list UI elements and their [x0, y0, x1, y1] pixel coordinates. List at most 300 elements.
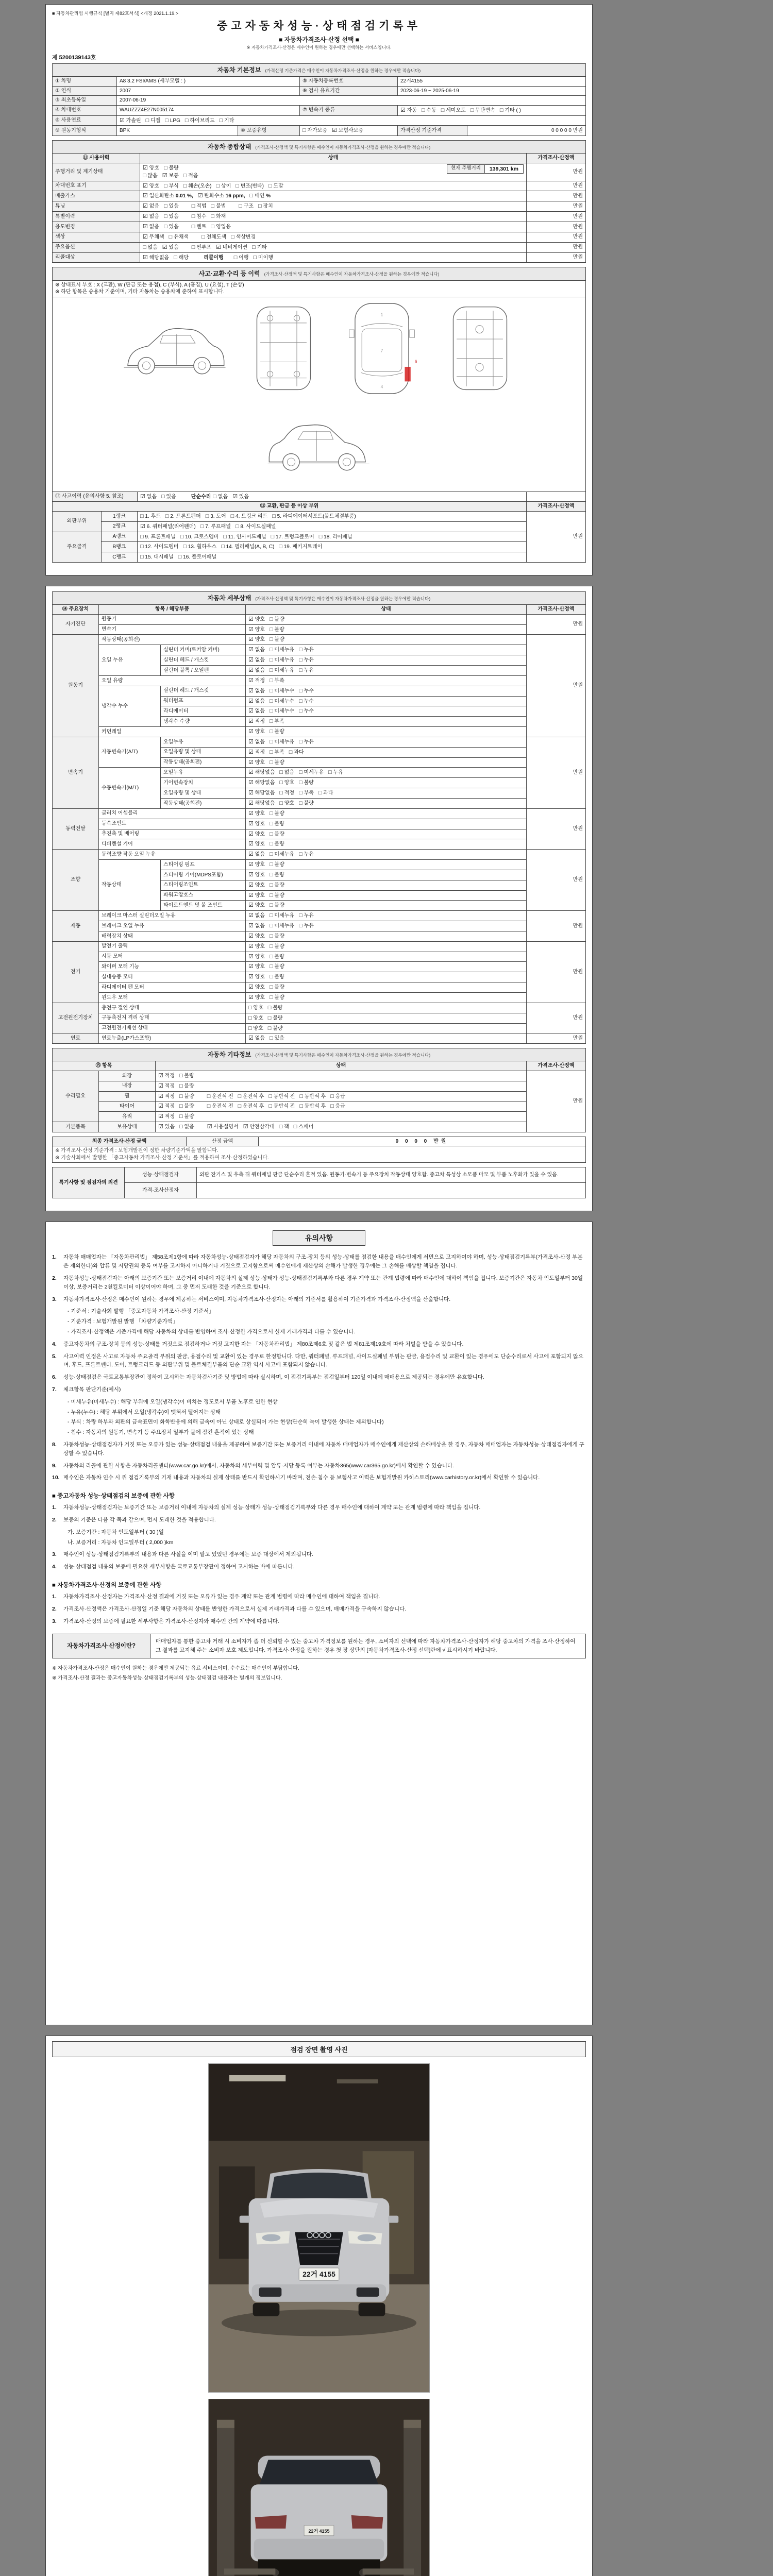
row-label: 주요옵션	[53, 242, 140, 252]
checkbox-option[interactable]: ☑ 양호	[248, 963, 265, 970]
checkbox-option[interactable]: □ 불량	[179, 1093, 194, 1099]
checkbox-option[interactable]: □ 미세누유	[299, 769, 324, 776]
checkbox-option[interactable]: □ 4. 트렁크 리드	[230, 513, 268, 519]
checkbox-option[interactable]: □ 누유	[328, 769, 343, 776]
checkbox-option[interactable]: □ 디젤	[145, 117, 161, 124]
checkbox-option[interactable]: ☑ 양호	[143, 182, 159, 189]
checkbox-option[interactable]: □ 불량	[269, 984, 284, 991]
item-label: 냉각수 누수	[99, 686, 161, 726]
checkbox-option[interactable]: ☑ 양호	[248, 882, 265, 888]
checkbox-unchecked-icon: □	[267, 1014, 272, 1021]
misc-row	[53, 1071, 586, 1081]
checkbox-unchecked-icon: □	[140, 513, 144, 519]
item-label: 시동 모터	[99, 952, 246, 962]
checkbox-option[interactable]: □ 누유	[299, 923, 314, 929]
checkbox-unchecked-icon: □	[165, 513, 169, 519]
checkbox-option[interactable]: ☑ 없음	[248, 687, 265, 694]
checkbox-option[interactable]: □ 불량	[267, 1014, 283, 1021]
checkbox-option[interactable]: ☑ 있음	[158, 1124, 175, 1130]
checkbox-option[interactable]: □ 미세누유	[269, 912, 295, 919]
subitem-label: 실린더 블록 / 오일팬	[161, 666, 246, 676]
checkbox-unchecked-icon: □	[269, 759, 273, 766]
row-status	[246, 614, 527, 624]
checkbox-option[interactable]: □ 불량	[269, 810, 284, 817]
checkbox-option[interactable]: □ 유채색	[169, 233, 189, 240]
checkbox-unchecked-icon: □	[269, 677, 273, 684]
checkbox-option[interactable]: ☑ 양호	[248, 892, 265, 899]
checkbox-option[interactable]: □ 훼손(오손)	[183, 182, 212, 189]
parts-header-row	[53, 502, 586, 512]
checkbox-option[interactable]: □ 해당	[174, 254, 189, 261]
checkbox-option[interactable]: □ 미이행	[253, 254, 273, 261]
checkbox-option[interactable]: □ 누수	[299, 698, 314, 704]
checkbox-option[interactable]: ☑ 양호	[248, 728, 265, 735]
checkbox-option[interactable]: ☑ 안전삼각대	[243, 1124, 275, 1130]
checkbox-option[interactable]: □ 미세누유	[269, 647, 295, 653]
detail-header-status: 상태	[246, 605, 527, 615]
checkbox-option[interactable]: □ 미세누수	[269, 698, 295, 704]
checkbox-option[interactable]: ☑ 없음	[248, 851, 265, 858]
notice-item	[52, 1440, 586, 1458]
price-cell: 만원	[526, 1071, 585, 1132]
overall-condition-table	[52, 140, 586, 263]
checkbox-unchecked-icon: □	[211, 213, 215, 220]
checkbox-option[interactable]: ☑ 해당없음	[248, 779, 275, 786]
item-label: 브레이크 오일 누유	[99, 921, 246, 931]
row-status	[246, 829, 527, 839]
detail-row	[53, 737, 586, 747]
checkbox-option[interactable]: □ 동반석 전	[268, 1103, 295, 1110]
condition-row	[53, 163, 586, 181]
history-section-title: 사고·교환·수리 등 이력 (가격조사·산정액 및 특기사항은 매수인이 자동차가격조사·산정을 원하는 경우에만 적습니다)	[53, 267, 586, 280]
checkbox-option[interactable]: □ 없음	[279, 769, 295, 776]
checkbox-option[interactable]: ☑ 적정	[158, 1093, 175, 1099]
checkbox-option[interactable]: □ 불법	[211, 203, 226, 210]
checkbox-option[interactable]: □ 미세누수	[269, 708, 295, 715]
checkbox-option[interactable]: ☑ 해당없음	[248, 769, 275, 776]
checkbox-option[interactable]: ☑ 없음	[248, 667, 265, 673]
checkbox-option[interactable]: □ 과다	[318, 790, 333, 796]
checkbox-option[interactable]: ☑ 양호	[248, 841, 265, 848]
checkbox-option[interactable]: □ 불량	[269, 994, 284, 1001]
checkbox-option[interactable]: □ 불량	[299, 800, 314, 806]
checkbox-option[interactable]: □ 누수	[299, 687, 314, 694]
checkbox-option[interactable]: □ 7. 루프패널	[200, 523, 231, 530]
final-price-note-2: ※ 기술사회에서 발행한 「중고자동차 가격조사·산정 기준서」를 적용하여 조사·산정하였습니다.	[55, 1155, 269, 1161]
checkbox-option[interactable]: ☑ 자동	[400, 107, 417, 113]
checkbox-option[interactable]: ☑ 양호	[248, 994, 265, 1001]
checkbox-option[interactable]: □ 있음	[163, 223, 179, 230]
checkbox-option[interactable]: ☑ 없음	[248, 698, 265, 704]
price-cell: 만원	[526, 163, 585, 181]
status-line	[143, 213, 524, 221]
checkbox-option[interactable]: □ 기타 ( )	[499, 107, 521, 113]
checkbox-option[interactable]: ☑ 양호	[248, 933, 265, 939]
checkbox-option[interactable]: □ 미세누유	[269, 657, 295, 664]
checkbox-option[interactable]: □ 누유	[299, 912, 314, 919]
checkbox-option[interactable]: □ 불량	[269, 933, 284, 939]
checkbox-option[interactable]: ☑ 없음	[140, 493, 157, 500]
checkbox-option[interactable]: □ 운전석 전	[207, 1103, 233, 1110]
checkbox-option[interactable]: □ 과다	[289, 749, 304, 755]
checkbox-checked-icon: ☑	[248, 718, 254, 725]
row-status	[246, 921, 527, 931]
checkbox-option[interactable]: □ 불량	[269, 902, 284, 909]
checkbox-option[interactable]: ☑ 없음	[143, 223, 159, 230]
checkbox-option[interactable]: □ 운전석 후	[238, 1093, 264, 1099]
checkbox-unchecked-icon: □	[180, 533, 184, 540]
fuel-label: ⑧ 사용연료	[53, 115, 117, 126]
checkbox-option[interactable]: ☑ 보통	[162, 172, 179, 179]
checkbox-unchecked-icon: □	[178, 554, 182, 561]
checkbox-option[interactable]: ☑ 없음	[143, 203, 159, 210]
checkbox-option[interactable]: □ 기타	[219, 117, 234, 124]
checkbox-option[interactable]: □ 불량	[267, 1004, 283, 1011]
checkbox-option[interactable]: □ 8. 사이드실패널	[235, 523, 276, 530]
checkbox-option[interactable]: ☑ 양호	[248, 943, 265, 950]
checkbox-checked-icon: ☑	[248, 933, 254, 939]
row-status	[246, 952, 527, 962]
option-group	[303, 127, 368, 134]
checkbox-unchecked-icon: □	[269, 963, 273, 970]
checkbox-option[interactable]: ☑ 6. 쿼터패널(리어펜더)	[140, 523, 196, 530]
checkbox-option[interactable]: ☑ 없음	[143, 213, 159, 220]
row-status	[246, 850, 527, 860]
checkbox-option[interactable]: □ 불량	[269, 882, 284, 888]
checkbox-option[interactable]: □ 화재	[211, 213, 226, 220]
checkbox-option[interactable]: □ 적정	[279, 790, 295, 796]
checkbox-option[interactable]: □ 누유	[299, 667, 314, 673]
checkbox-option[interactable]: □ 렌트	[191, 223, 207, 230]
checkbox-checked-icon: ☑	[248, 1035, 254, 1042]
checkbox-option[interactable]: ☑ 탄화수소 16 ppm,	[197, 193, 245, 199]
checkbox-option[interactable]: ☑ 해당없음	[143, 254, 170, 261]
checkbox-checked-icon: ☑	[248, 616, 254, 622]
checkbox-option[interactable]: □ 미세누유	[269, 738, 295, 745]
checkbox-option[interactable]: □ 누유	[299, 657, 314, 664]
row-label: 특별이력	[53, 212, 140, 222]
checkbox-option[interactable]: □ 1. 후드	[140, 513, 161, 519]
checkbox-option[interactable]: □ 응급	[330, 1093, 345, 1099]
checkbox-option[interactable]: □ 동반석 전	[268, 1093, 295, 1099]
detail-section-note: (가격조사·산정액 및 특기사항은 매수인이 자동차가격조사·산정을 원하는 경우에만 적습니다)	[255, 596, 431, 602]
checkbox-option[interactable]: □ 색상변경	[231, 233, 256, 240]
checkbox-option[interactable]: ☑ 양호	[143, 164, 159, 171]
row-label: 용도변경	[53, 222, 140, 232]
checkbox-option[interactable]: □ 18. 리어패널	[318, 533, 352, 540]
checkbox-option[interactable]: □ 매연 %	[249, 193, 271, 199]
checkbox-option[interactable]: ☑ 적정	[158, 1082, 175, 1089]
checkbox-option[interactable]: □ 15. 대시패널	[140, 554, 174, 561]
checkbox-option[interactable]: □ 불량	[179, 1103, 194, 1110]
checkbox-option[interactable]: □ LPG	[165, 117, 180, 124]
checkbox-option[interactable]: □ 영업용	[211, 223, 231, 230]
item-label: 작동상태	[99, 860, 161, 911]
checkbox-option[interactable]: □ 5. 라디에이터서포트(볼트체결부품)	[272, 513, 356, 519]
checkbox-option[interactable]: □ 누유	[299, 851, 314, 858]
checkbox-option[interactable]: □ 11. 인사이드패널	[223, 533, 266, 540]
checkbox-option[interactable]: □ 불량	[269, 636, 284, 643]
checkbox-option[interactable]: ☑ 없음	[248, 923, 265, 929]
checkbox-option[interactable]: □ 없음	[143, 244, 158, 250]
measured-value: 0.01 %,	[174, 193, 193, 199]
overall-header-price: 가격조사·산정액	[526, 154, 585, 163]
option-group	[120, 117, 239, 125]
checkbox-option[interactable]: □ 기타	[252, 244, 267, 250]
item-label: 동력조향 작동 오일 누유	[99, 850, 246, 860]
checkbox-option[interactable]: □ 양호	[248, 1014, 263, 1021]
checkbox-option[interactable]: ☑ 일산화탄소 0.01 %,	[143, 193, 193, 199]
accident-status	[138, 492, 527, 502]
checkbox-unchecked-icon: □	[223, 533, 227, 540]
option-group	[248, 626, 289, 634]
checkbox-option[interactable]: □ 미세누수	[269, 687, 295, 694]
car-side-left-diagram	[118, 302, 230, 394]
checkbox-option[interactable]: ☑ 양호	[248, 626, 265, 633]
checkbox-option[interactable]: ☑ 없음	[248, 912, 265, 919]
checkbox-option[interactable]: □ 불량	[269, 963, 284, 970]
checkbox-option[interactable]: ☑ 양호	[248, 984, 265, 991]
checkbox-option[interactable]: □ 불량	[267, 1025, 283, 1031]
misc-row	[53, 1122, 586, 1132]
checkbox-option[interactable]: □ 부족	[269, 749, 284, 755]
checkbox-option[interactable]: □ 불량	[269, 820, 284, 827]
checkbox-option[interactable]: □ 불량	[269, 892, 284, 899]
checkbox-option[interactable]: □ 13. 휠하우스	[183, 544, 217, 550]
checkbox-option[interactable]: □ 양호	[248, 1004, 263, 1011]
checkbox-option[interactable]: □ 불량	[179, 1113, 194, 1120]
checkbox-option[interactable]: □ 양호	[279, 800, 295, 806]
checkbox-option[interactable]: □ 있음	[163, 203, 179, 210]
checkbox-option[interactable]: □ 누수	[299, 708, 314, 715]
notice-subtext: - 침수 : 자동차의 원동기, 변속기 등 주요장치 일부가 물에 잠긴 흔적이 있는 상태	[68, 1429, 254, 1436]
checkbox-option[interactable]: ☑ 무채색	[143, 233, 164, 240]
checkbox-option[interactable]: □ 2. 프론트펜더	[165, 513, 201, 519]
odometer-label: 현재 주행거리	[447, 165, 485, 173]
checkbox-option[interactable]: □ 적음	[183, 172, 198, 179]
checkbox-option[interactable]: ☑ 적정	[158, 1072, 175, 1079]
final-price-row	[53, 1137, 586, 1146]
checkbox-option[interactable]: □ 불량	[269, 728, 284, 735]
checkbox-option[interactable]: □ 하이브리드	[184, 117, 215, 124]
checkbox-unchecked-icon: □	[299, 698, 303, 704]
checkbox-option[interactable]: ☑ 없음	[248, 657, 265, 664]
checkbox-option[interactable]: ☑ 양호	[248, 616, 265, 622]
checkbox-unchecked-icon: □	[179, 1124, 183, 1130]
checkbox-option[interactable]: □ 상이	[216, 182, 231, 189]
checkbox-checked-icon: ☑	[248, 923, 254, 929]
opinion-row-inspector	[53, 1167, 586, 1183]
checkbox-option[interactable]: □ 미세누유	[269, 923, 295, 929]
checkbox-option[interactable]: □ 세미오토	[441, 107, 466, 113]
checkbox-option[interactable]: □ 이행	[233, 254, 249, 261]
checkbox-option[interactable]: ☑ 양호	[248, 636, 265, 643]
checkbox-option[interactable]: ☑ 있음	[162, 244, 179, 250]
checkbox-unchecked-icon: □	[258, 203, 262, 210]
detail-row	[53, 635, 586, 645]
checkbox-option[interactable]: □ 응급	[330, 1103, 345, 1110]
checkbox-option[interactable]: □ 자가보증	[303, 127, 328, 134]
checkbox-unchecked-icon: □	[299, 738, 303, 745]
checkbox-option[interactable]: □ 불량	[269, 841, 284, 848]
checkbox-checked-icon: ☑	[158, 1124, 163, 1130]
checkbox-option[interactable]: ☑ 양호	[248, 974, 265, 980]
checkbox-unchecked-icon: □	[299, 923, 303, 929]
document-number: 제 5200139143호	[52, 55, 96, 61]
checkbox-option[interactable]: ☑ 해당없음	[248, 800, 275, 806]
checkbox-option[interactable]: □ 12. 사이드멤버	[140, 544, 179, 550]
price-cell: 만원	[526, 808, 585, 849]
checkbox-unchecked-icon: □	[299, 647, 303, 653]
detail-row	[53, 1023, 586, 1033]
checkbox-option[interactable]: □ 부족	[269, 677, 284, 684]
checkbox-option[interactable]: □ 17. 트렁크플로어	[271, 533, 314, 540]
car-name-label: ① 차명	[53, 77, 117, 87]
checkbox-option[interactable]: □ 양호	[279, 779, 295, 786]
checkbox-option[interactable]: □ 도말	[268, 182, 283, 189]
checkbox-unchecked-icon: □	[499, 107, 503, 113]
checkbox-option[interactable]: □ 누유	[299, 647, 314, 653]
base-price-value: 0 0 0 0 0 만원	[467, 126, 586, 136]
checkbox-option[interactable]: □ 동반석 후	[299, 1103, 326, 1110]
checkbox-option[interactable]: □ 불량	[269, 974, 284, 980]
checkbox-option[interactable]: □ 많음	[143, 172, 158, 179]
checkbox-checked-icon: ☑	[248, 800, 254, 806]
option-group	[192, 244, 272, 251]
checkbox-unchecked-icon: □	[140, 533, 144, 540]
checkbox-option[interactable]: □ 미세누유	[269, 667, 295, 673]
notice-text: 가격조사·산정의 보증에 필요한 세부사항은 가격조사·산정자와 매수인 간의 계약에 따릅니다.	[63, 1618, 279, 1624]
checkbox-option[interactable]: □ 운전석 후	[238, 1103, 264, 1110]
detail-row	[53, 952, 586, 962]
checkbox-option[interactable]: □ 불량	[269, 943, 284, 950]
option-group	[248, 902, 289, 909]
notice-text: 자동차성능·상태점검자가 거짓 또는 오류가 있는 성능·상태점검 내용을 제공하여 보증기간 또는 보증거리 이내에 자동차 매매업자가 매수인에게 재산상의 손해배상을 한 경우, 자동차 매매업자는 자동차성능·상태점검자에게 구상할 수 있습니다.	[63, 1442, 584, 1456]
checkbox-option[interactable]: ☑ 양호	[248, 831, 265, 837]
parts-row	[53, 542, 586, 552]
checkbox-option[interactable]: □ 수동	[421, 107, 436, 113]
checkbox-option[interactable]: ☑ 적정	[248, 718, 265, 725]
checkbox-option[interactable]: □ 불량	[269, 616, 284, 622]
checkbox-unchecked-icon: □	[269, 657, 273, 664]
checkbox-option[interactable]: □ 누유	[299, 738, 314, 745]
price-cell: 만원	[526, 232, 585, 242]
checkbox-checked-icon: ☑	[143, 254, 148, 261]
checkbox-option[interactable]: □ 구조	[239, 203, 254, 210]
checkbox-option[interactable]: □ 무단변속	[470, 107, 495, 113]
checkbox-option[interactable]: ☑ 양호	[248, 759, 265, 766]
checkbox-option[interactable]: □ 양호	[248, 1025, 263, 1031]
checkbox-option[interactable]: ☑ 적정	[248, 749, 265, 755]
row-status	[246, 717, 527, 727]
checkbox-option[interactable]: □ 불량	[269, 759, 284, 766]
checkbox-option[interactable]: □ 적법	[191, 203, 207, 210]
checkbox-option[interactable]: □ 불량	[179, 1072, 194, 1079]
checkbox-option[interactable]: □ 있음	[269, 1035, 284, 1042]
checkbox-option[interactable]: ☑ 적정	[158, 1113, 175, 1120]
item-label: 충전구 절연 상태	[99, 1003, 246, 1013]
checkbox-option[interactable]: □ 부족	[269, 718, 284, 725]
checkbox-option[interactable]: □ 있음	[161, 493, 176, 500]
checkbox-option[interactable]: □ 침수	[191, 213, 207, 220]
checkbox-option[interactable]: □ 10. 크로스멤버	[180, 533, 219, 540]
checkbox-option[interactable]: □ 없음	[213, 493, 228, 500]
checkbox-option[interactable]: □ 9. 프론트패널	[140, 533, 176, 540]
checkbox-option[interactable]: □ 불량	[269, 871, 284, 878]
detail-header-system: ⑭ 주요장치	[53, 605, 99, 615]
checkbox-option[interactable]: ☑ 양호	[248, 871, 265, 878]
detail-row	[53, 850, 586, 860]
checkbox-option[interactable]: □ 19. 패키지트레이	[279, 544, 323, 550]
checkbox-option[interactable]: □ 불량	[179, 1082, 194, 1089]
checkbox-option[interactable]: □ 동반석 후	[299, 1093, 326, 1099]
checkbox-option[interactable]: ☑ 양호	[248, 810, 265, 817]
checkbox-option[interactable]: □ 불량	[269, 861, 284, 868]
checkbox-checked-icon: ☑	[248, 953, 254, 960]
checkbox-unchecked-icon: □	[279, 779, 283, 786]
detail-row	[53, 972, 586, 982]
checkbox-option[interactable]: ☑ 보험사보증	[332, 127, 364, 134]
checkbox-option[interactable]: □ 스패너	[293, 1124, 314, 1130]
checkbox-option[interactable]: ☑ 없음	[248, 1035, 265, 1042]
checkbox-option[interactable]: □ 부족	[299, 790, 314, 796]
checkbox-option[interactable]: □ 썬루프	[191, 244, 212, 250]
checkbox-option[interactable]: ☑ 양호	[248, 861, 265, 868]
checkbox-option[interactable]: □ 14. 필러패널(A, B, C)	[221, 544, 275, 550]
checkbox-checked-icon: ☑	[248, 943, 254, 950]
checkbox-option[interactable]: ☑ 가솔린	[120, 117, 141, 124]
checkbox-option[interactable]: □ 변조(변타)	[236, 182, 264, 189]
checkbox-option[interactable]: □ 잭	[279, 1124, 289, 1130]
checkbox-option[interactable]: □ 불량	[269, 953, 284, 960]
checkbox-option[interactable]: ☑ 네비게이션	[216, 244, 248, 250]
detail-row	[53, 1033, 586, 1044]
notice-text: 가격조사·산정액은 가격조사·산정일 기준 해당 자동차의 상태를 반영한 가격으로서 실제 거래가격과 다를 수 있으며, 매매가격을 구속하지 않습니다.	[63, 1605, 407, 1612]
checkbox-option[interactable]: ☑ 적정	[248, 677, 265, 684]
checkbox-option[interactable]: ☑ 해당없음	[248, 790, 275, 796]
checkbox-option[interactable]: □ 16. 플로어패널	[178, 554, 217, 561]
checkbox-option[interactable]: □ 3. 도어	[205, 513, 226, 519]
parts-options	[138, 532, 527, 542]
checkbox-option[interactable]: ☑ 없음	[248, 647, 265, 653]
checkbox-option[interactable]: □ 전체도색	[201, 233, 227, 240]
checkbox-option[interactable]: □ 불량	[163, 164, 179, 171]
checkbox-option[interactable]: ☑ 없음	[248, 738, 265, 745]
checkbox-option[interactable]: □ 없음	[179, 1124, 194, 1130]
checkbox-option[interactable]: ☑ 양호	[248, 820, 265, 827]
checkbox-option[interactable]: □ 있음	[163, 213, 179, 220]
checkbox-option[interactable]: ☑ 양호	[248, 953, 265, 960]
checkbox-unchecked-icon: □	[163, 203, 167, 210]
checkbox-option[interactable]: □ 장치	[258, 203, 273, 210]
rank-label: 2랭크	[102, 521, 138, 532]
checkbox-option[interactable]: □ 운전석 전	[207, 1093, 233, 1099]
checkbox-option[interactable]: ☑ 있음	[232, 493, 249, 500]
checkbox-unchecked-icon: □	[143, 172, 146, 179]
item-label: 실내송풍 모터	[99, 972, 246, 982]
option-group	[248, 698, 318, 705]
checkbox-option[interactable]: ☑ 사용설명서	[207, 1124, 239, 1130]
checkbox-option[interactable]: ☑ 없음	[248, 708, 265, 715]
checkbox-option[interactable]: □ 부식	[163, 182, 179, 189]
checkbox-option[interactable]: □ 불량	[269, 831, 284, 837]
final-price-table	[52, 1137, 586, 1163]
checkbox-option[interactable]: □ 미세누유	[269, 851, 295, 858]
checkbox-option[interactable]: □ 불량	[299, 779, 314, 786]
checkbox-option[interactable]: □ 불량	[269, 626, 284, 633]
checkbox-option[interactable]: ☑ 양호	[248, 902, 265, 909]
checkbox-option[interactable]: ☑ 적정	[158, 1103, 175, 1110]
